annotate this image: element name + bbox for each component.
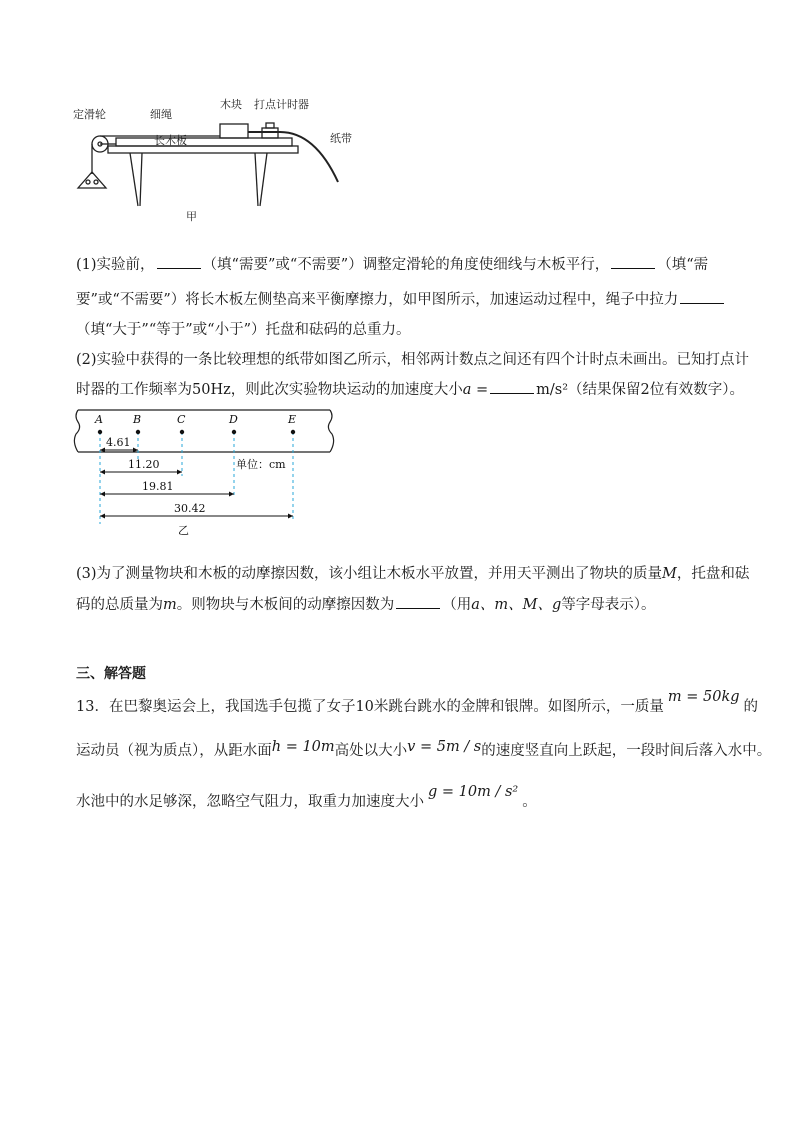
q13-line1: 13．在巴黎奥运会上，我国选手包揽了女子10米跳台跳水的金牌和银牌。如图所示，一质量m = 50kg的 [76,689,759,715]
label-pulley: 定滑轮 [73,108,106,121]
wood-block [220,124,248,138]
section-title: 三、解答题 [76,666,146,682]
label-board: 长木板 [154,134,187,147]
distance-AB: 4.61 [106,436,131,449]
point-E [291,430,295,434]
point-C [180,430,184,434]
apparatus-figure [70,92,370,232]
table-top [108,146,298,153]
height-formula: h = 10m [271,739,335,755]
q12-part2-line2: 时器的工作频率为50Hz，则此次实验物块运动的加速度大小a = m/s²（结果保留2位有效数字）。 [76,379,744,400]
answer-blank-5[interactable] [396,594,440,609]
q13-line2: 运动员（视为质点），从距水面h = 10m高处以大小v = 5m / s的速度竖直向上跃起，一段时间后落入水中。 [76,739,772,759]
gravity-formula: g = 10m / s² [428,784,519,800]
long-board [116,138,292,146]
label-block: 木块 [220,98,242,111]
speed-formula: v = 5m / s [407,739,482,755]
distance-AE: 30.42 [174,502,206,515]
label-timer: 打点计时器 [254,98,309,111]
distance-AD: 19.81 [142,480,174,493]
acceleration-symbol: a = [462,382,489,398]
answer-blank-4[interactable] [490,379,534,394]
tray [78,172,106,188]
distance-AC: 11.20 [128,458,160,471]
label-C: C [177,413,186,426]
answer-blank-3[interactable] [680,289,724,304]
q12-part1-line2: 要”或“不需要”）将长木板左侧垫高来平衡摩擦力，如甲图所示，加速运动过程中，绳子中拉力 [76,289,726,310]
paper-tape [248,132,338,182]
label-rope: 细绳 [150,108,172,121]
mass-formula: m = 50kg [667,689,740,705]
label-D: D [229,413,238,426]
label-A: A [95,413,103,426]
answer-blank-2[interactable] [611,254,655,269]
answer-blank-1[interactable] [157,254,201,269]
q12-part3-line1: (3)为了测量物块和木板的动摩擦因数，该小组让木板水平放置，并用天平测出了物块的质量M，托盘和砝 [76,566,750,582]
q12-part1-line3: （填“大于”“等于”或“小于”）托盘和砝码的总重力。 [76,322,411,338]
figure-caption-a: 甲 [186,210,197,223]
label-tape: 纸带 [330,132,352,145]
q12-part1-line1: (1)实验前， （填“需要”或“不需要”）调整定滑轮的角度使细线与木板平行， （填“需 [76,254,708,275]
unit-label: 单位：cm [236,458,286,471]
point-B [136,430,140,434]
q13-line3: 水池中的水足够深，忽略空气阻力，取重力加速度大小g = 10m / s²。 [76,784,537,810]
q12-part2-line1: (2)实验中获得的一条比较理想的纸带如图乙所示，相邻两计数点之间还有四个计时点未画出。已知打点计 [76,352,750,368]
figure-caption-b: 乙 [178,524,189,537]
point-A [98,430,102,434]
label-B: B [133,413,142,426]
tape-figure [70,402,350,540]
label-E: E [288,413,297,426]
q12-part3-line2: 码的总质量为m。则物块与木板间的动摩擦因数为 （用a、m、M、g等字母表示）。 [76,594,656,615]
point-D [232,430,236,434]
